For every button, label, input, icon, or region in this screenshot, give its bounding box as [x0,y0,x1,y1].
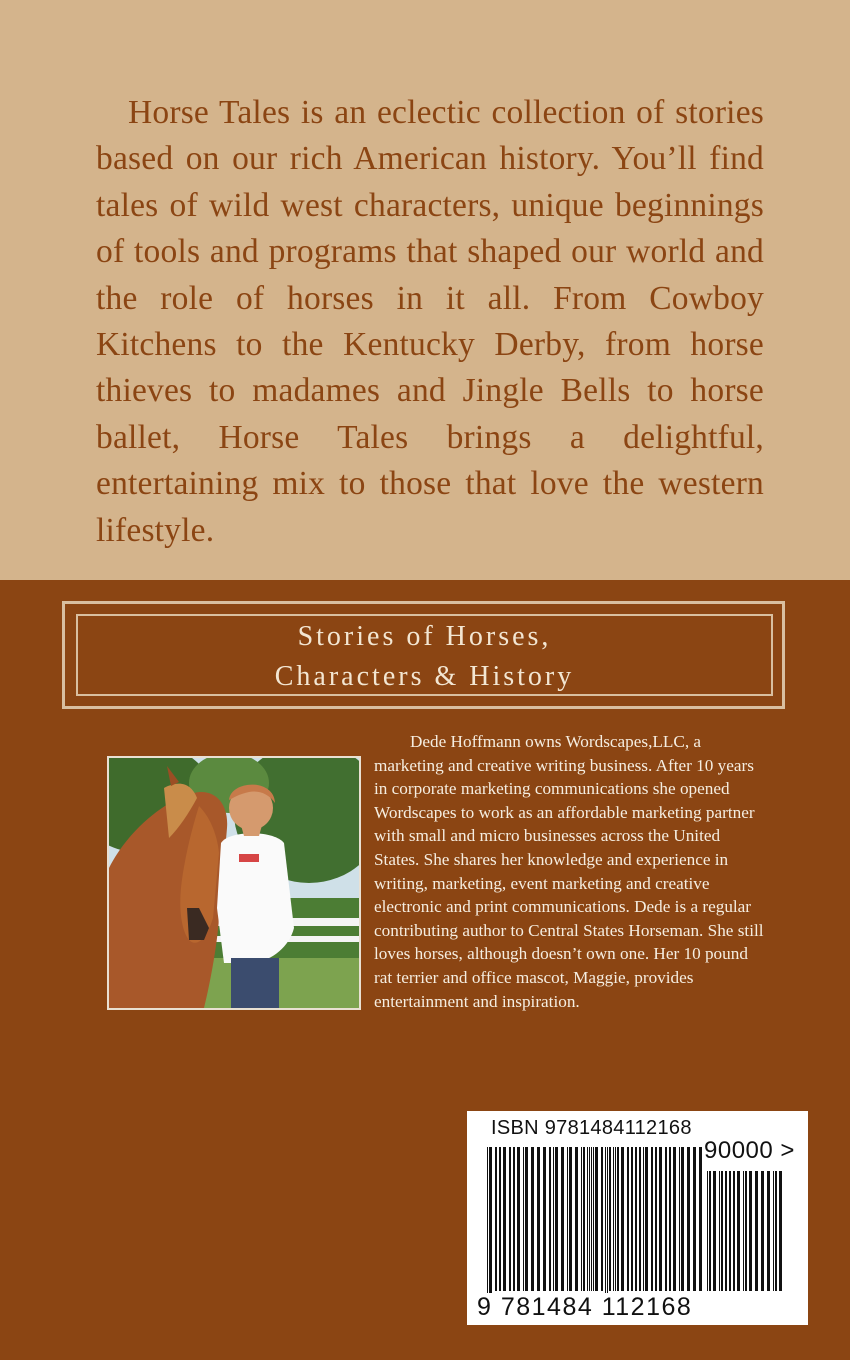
barcode-addon-bars [707,1171,783,1313]
barcode-bar [589,1147,590,1291]
barcode-bar [743,1171,744,1291]
barcode-bar [745,1171,747,1291]
barcode-bar [605,1147,606,1313]
barcode-bars [487,1147,703,1313]
barcode-bar [713,1171,716,1291]
barcode-bar [495,1147,497,1291]
barcode-bar [721,1171,723,1291]
barcode-bar [583,1147,585,1291]
barcode-bar [643,1147,644,1291]
barcode-bar [767,1171,770,1291]
barcode-bar [615,1147,616,1291]
barcode-bar [555,1147,558,1291]
barcode-bar [525,1147,528,1291]
barcode-bar [613,1147,614,1291]
barcode-bar [673,1147,676,1291]
blurb-panel [0,0,850,580]
barcode-bar [681,1147,684,1291]
barcode-bar [593,1147,594,1291]
barcode-bar [503,1147,506,1291]
barcode-bar [509,1147,511,1291]
barcode-digits: 9 781484 112168 [477,1293,693,1321]
barcode-bar [513,1147,515,1291]
barcode-bar [517,1147,520,1291]
barcode-bar [737,1171,740,1291]
barcode-bar [669,1147,671,1291]
barcode-bar [489,1147,492,1313]
barcode-bar [591,1147,592,1291]
barcode-bar [645,1147,648,1291]
barcode-bar [729,1171,731,1291]
barcode-bar [773,1171,774,1291]
barcode-bar [775,1171,777,1291]
barcode-bar [617,1147,619,1291]
barcode-bar [659,1147,662,1291]
barcode-bar [567,1147,568,1291]
barcode-bar [543,1147,546,1291]
barcode-bar [531,1147,534,1291]
barcode-bar [631,1147,633,1291]
barcode-bar [709,1171,711,1291]
barcode-bar [561,1147,564,1291]
book-blurb: Horse Tales is an eclectic collection of stories based on our rich American history. You’ll find tales of wild west characters, unique beginnings of tools and programs that shaped our world and the role of horses in it all. From Cowboy Kitchens to the Kentucky Derby, from horse thieves to madames and Jingle Bells to horse ballet, Horse Tales brings a delightful, entertaining mix to those that love the western lifestyle. [96,94,764,549]
barcode-bar [553,1147,554,1291]
barcode-bar [693,1147,696,1291]
barcode-bar [601,1147,603,1291]
barcode-bar [687,1147,690,1291]
barcode-bar [569,1147,572,1291]
barcode-bar [733,1171,735,1291]
tagline-line-1: Stories of Horses, [297,621,552,652]
barcode-bar [499,1147,501,1291]
barcode-bar [621,1147,624,1291]
barcode-bar [537,1147,540,1291]
barcode-bar [487,1147,488,1313]
author-bio-text: Dede Hoffmann owns Wordscapes,LLC, a marketing and creative writing business. After 10 years in corporate marketing communications she opened Wordscapes to work as an affordable marketing partner with small and micro businesses across the United States. She shares her knowledge and experience in writing, marketing, event marketing and creative electronic and print communications. Dede is a regular contributing author to Central States Horseman. She still loves horses, although doesn’t own one. Her 10 pound rat terrier and office mascot, Maggie, provides entertainment and inspiration. [374,732,764,1011]
author-bio [74,730,768,1013]
barcode-bar [707,1171,708,1291]
barcode-bar [755,1171,758,1291]
barcode-bar [779,1171,782,1291]
barcode-bar [627,1147,629,1291]
barcode-bar [549,1147,551,1291]
isbn-label: ISBN 9781484112168 [491,1117,692,1139]
barcode-bar [679,1147,680,1291]
barcode-bar [523,1147,524,1291]
barcode-bar [665,1147,667,1291]
photo-wrap-space [74,730,374,1012]
barcode-bar [607,1147,608,1313]
tagline [76,617,773,697]
barcode-bar [725,1171,727,1291]
barcode-bar [609,1147,611,1291]
price-code-value: 90000 [704,1137,774,1164]
isbn-barcode [467,1111,808,1325]
barcode-bar [635,1147,637,1291]
barcode-bar [699,1147,702,1291]
barcode-bar [761,1171,764,1291]
barcode-bar [719,1171,720,1291]
barcode-bar [639,1147,641,1291]
price-code-marker: > [780,1137,795,1164]
barcode-bar [655,1147,657,1291]
barcode-bar [587,1147,588,1291]
barcode-bar [575,1147,578,1291]
price-code [704,1137,795,1165]
barcode-bar [749,1171,752,1291]
barcode-bar [651,1147,653,1291]
barcode-bar [595,1147,598,1291]
barcode-bar [581,1147,582,1291]
tagline-line-2: Characters & History [274,661,575,692]
